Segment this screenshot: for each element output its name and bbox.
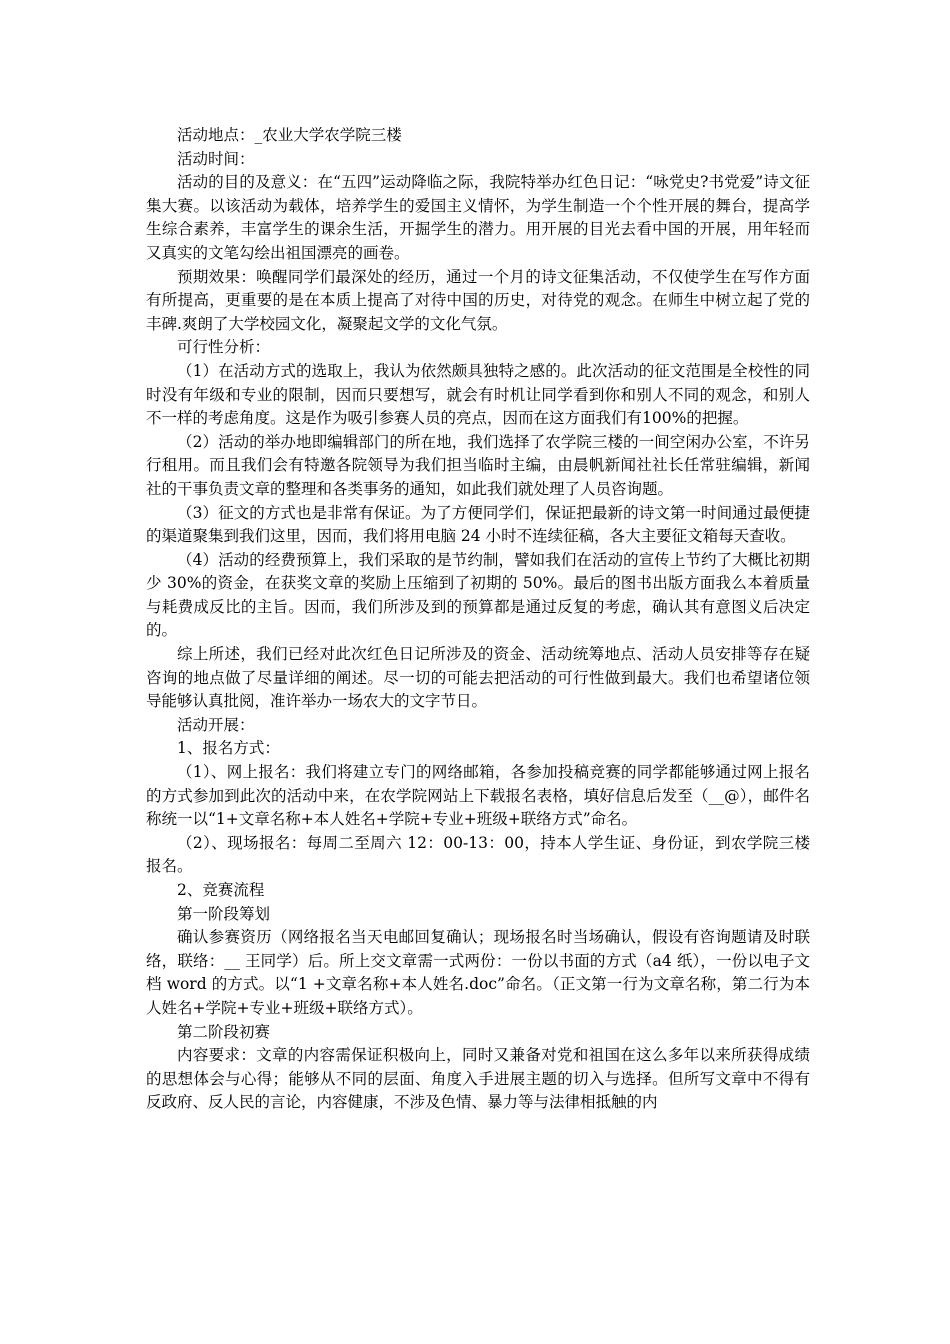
paragraph-summary: 综上所述，我们已经对此次红色日记所涉及的资金、活动统筹地点、活动人员安排等存在疑咨询的地点做了尽量详细的阐述。尽一切的可能去把活动的可行性做到最大。我们也希望诸位领导能够认真批阅，准许举办一场农大的文字节日。 (146, 645, 810, 711)
document-body (146, 124, 810, 1115)
paragraph-feasibility-2: （2）活动的举办地即编辑部门的所在地，我们选择了农学院三楼的一间空闲办公室，不许另行租用。而且我们会有特邀各院领导为我们担当临时主编，由晨帆新闻社社长任常驻编辑，新闻社的干事负责文章的整理和各类事务的通知，如此我们就处理了人员咨询题。 (146, 432, 810, 498)
paragraph-stage-1-body: 确认参赛资历（网络报名当天电邮回复确认；现场报名时当场确认，假设有咨询题请及时联络，联络：__ 王同学）后。所上交文章需一式两份：一份以书面的方式（a4 纸），一份以电子文档 word 的方式。以“1 +文章名称+本人姓名.doc”命名。（正文第一行为文章名称，第二行为本人姓名+学院+专业+班级+联络方式）。 (146, 928, 810, 1017)
paragraph-venue: 活动地点：_农业大学农学院三楼 (177, 126, 402, 144)
paragraph-process-heading: 2、竞赛流程 (177, 881, 265, 899)
paragraph-feasibility-1: （1）在活动方式的选取上，我认为依然颇具独特之感的。此次活动的征文范围是全校性的同时没有年级和专业的限制，因而只要想写，就会有时机让同学看到你和别人不同的观念，和别人不一样的考虑角度。这是作为吸引参赛人员的亮点，因而在这方面我们有100%的把握。 (146, 361, 810, 428)
paragraph-stage-2-body: 内容要求：文章的内容需保证积极向上，同时又兼备对党和祖国在这么多年以来所获得成绩的思想体会与心得；能够从不同的层面、角度入手进展主题的切入与选择。但所写文章中不得有反政府、反人民的言论，内容健康，不涉及色情、暴力等与法律相抵触的内 (146, 1046, 810, 1112)
paragraph-purpose: 活动的目的及意义：在“五四”运动降临之际，我院特举办红色日记：“咏党史?书党爱”诗文征集大赛。以该活动为载体，培养学生的爱国主义情怀，为学生制造一个个性开展的舞台，提高学生综合素养，丰富学生的课余生活，开掘学生的潜力。用开展的目光去看中国的开展，用年轻而又真实的文笔勾绘出祖国漂亮的画卷。 (146, 173, 810, 262)
paragraph-activity-heading: 活动开展： (177, 715, 255, 734)
paragraph-registration-onsite: （2）、现场报名：每周二至周六 12：00-13：00，持本人学生证、身份证，到农学院三楼报名。 (146, 833, 810, 876)
paragraph-stage-2-heading: 第二阶段初赛 (177, 1022, 271, 1041)
paragraph-time: 活动时间： (177, 149, 255, 168)
paragraph-feasibility-4: （4）活动的经费预算上，我们采取的是节约制，譬如我们在活动的宣传上节约了大概比初期少 30%的资金，在获奖文章的奖励上压缩到了初期的 50%。最后的图书出版方面我么本着质量与耗费成反比的主旨。因而，我们所涉及到的预算都是通过反复的考虑，确认其有意图义后决定的。 (146, 550, 810, 640)
paragraph-feasibility-heading: 可行性分析： (177, 338, 271, 357)
paragraph-registration-heading: 1、报名方式： (177, 739, 280, 758)
paragraph-expected-effect: 预期效果：唤醒同学们最深处的经历，通过一个月的诗文征集活动，不仅使学生在写作方面有所提高，更重要的是在本质上提高了对待中国的历史，对待党的观念。在师生中树立起了党的丰碑.爽朗了大学校园文化，凝聚起文学的文化气氛。 (146, 267, 810, 333)
paragraph-stage-1-heading: 第一阶段筹划 (177, 904, 271, 923)
paragraph-feasibility-3: （3）征文的方式也是非常有保证。为了方便同学们，保证把最新的诗文第一时间通过最便捷的渠道聚集到我们这里，因而，我们将用电脑 24 小时不连续征稿，各大主要征文箱每天查收。 (146, 503, 810, 546)
paragraph-registration-online: （1）、网上报名：我们将建立专门的网络邮箱，各参加投稿竞赛的同学都能够通过网上报名的方式参加到此次的活动中来，在农学院网站上下载报名表格，填好信息后发至（__@），邮件名称统一以“1+文章名称+本人姓名+学院+专业+班级+联络方式”命名。 (146, 763, 810, 829)
